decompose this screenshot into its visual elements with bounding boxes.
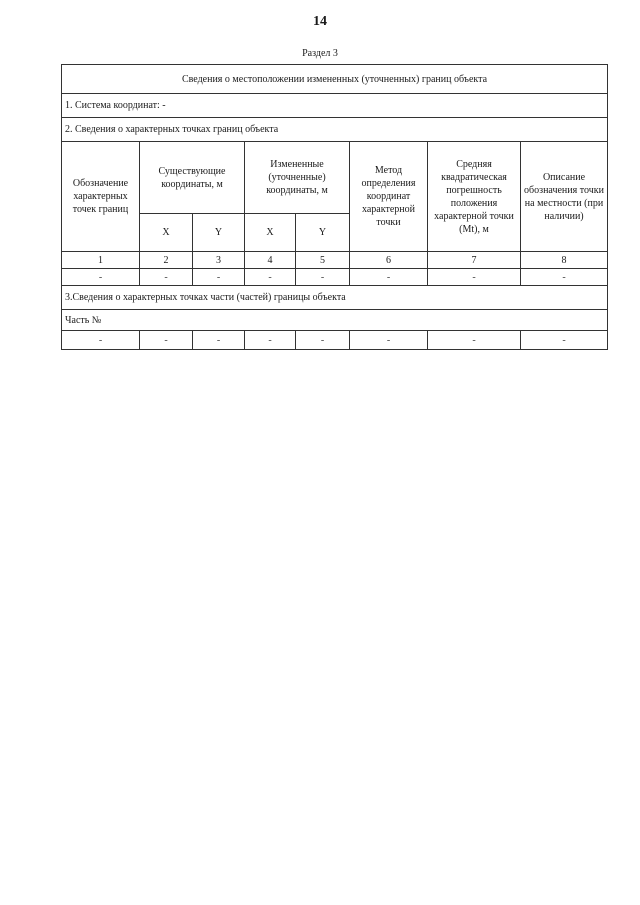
col-existing-y-header: Y [193, 214, 245, 252]
column-numbers-row [62, 252, 608, 269]
table-cell: - [428, 331, 521, 350]
column-number: 6 [350, 252, 428, 269]
col-existing-coords-header: Существующие координаты, м [140, 142, 245, 214]
points-heading: 2. Сведения о характерных точках границ объекта [62, 118, 608, 142]
section-label: Раздел 3 [302, 48, 338, 59]
page-number: 14 [313, 14, 327, 29]
column-number: 5 [296, 252, 350, 269]
table-cell: - [296, 331, 350, 350]
table-cell: - [140, 269, 193, 286]
parts-data-row [62, 331, 608, 350]
col-designation-header: Обозначение характерных точек границ [62, 142, 140, 252]
coordinate-system-row: 1. Система координат: - [62, 94, 608, 118]
table-cell: - [193, 269, 245, 286]
col-method-header: Метод определения координат характерной точки [350, 142, 428, 252]
column-number: 7 [428, 252, 521, 269]
table-cell: - [350, 269, 428, 286]
parts-heading: 3.Сведения о характерных точках части (частей) границы объекта [62, 286, 608, 310]
table-cell: - [350, 331, 428, 350]
table-cell: - [193, 331, 245, 350]
table-cell: - [62, 331, 140, 350]
col-rms-error-header: Средняя квадратическая погрешность положения характерной точки (Mt), м [428, 142, 521, 252]
table-title: Сведения о местоположении измененных (уточненных) границ объекта [62, 65, 608, 94]
column-number: 8 [521, 252, 608, 269]
column-number: 1 [62, 252, 140, 269]
table-cell: - [296, 269, 350, 286]
table-cell: - [140, 331, 193, 350]
table-cell: - [428, 269, 521, 286]
table-cell: - [245, 269, 296, 286]
col-description-header: Описание обозначения точки на местности (при наличии) [521, 142, 608, 252]
column-number: 4 [245, 252, 296, 269]
boundary-table [61, 64, 608, 350]
col-changed-x-header: X [245, 214, 296, 252]
part-number-row: Часть № [62, 310, 608, 331]
table-cell: - [521, 269, 608, 286]
col-changed-coords-header: Измененные (уточненные) координаты, м [245, 142, 350, 214]
table-cell: - [245, 331, 296, 350]
column-number: 2 [140, 252, 193, 269]
points-data-row [62, 269, 608, 286]
col-changed-y-header: Y [296, 214, 350, 252]
col-existing-x-header: X [140, 214, 193, 252]
column-number: 3 [193, 252, 245, 269]
table-cell: - [62, 269, 140, 286]
table-cell: - [521, 331, 608, 350]
